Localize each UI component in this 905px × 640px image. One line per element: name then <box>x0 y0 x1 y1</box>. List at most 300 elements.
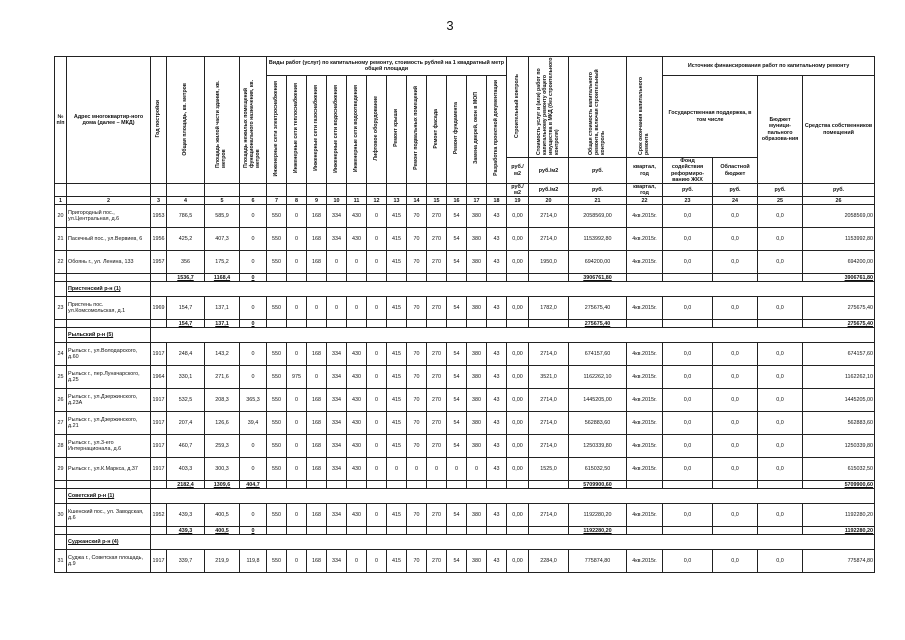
subtotal-total-cost: 1192280,20 <box>569 527 627 535</box>
sum-empty-cell <box>487 320 507 328</box>
data-cell: 0,0 <box>663 435 713 458</box>
column-index: 20 <box>529 197 569 205</box>
data-cell: 70 <box>407 412 427 435</box>
unit-owners: руб. <box>803 184 875 197</box>
sum-empty-cell <box>507 481 529 489</box>
data-cell: 430 <box>347 504 367 527</box>
work-header-3: Инженерные сети водоснабжения <box>332 84 339 173</box>
column-index: 13 <box>387 197 407 205</box>
data-cell: 0,0 <box>713 205 758 228</box>
data-cell: 70 <box>407 251 427 274</box>
data-cell: 168 <box>307 504 327 527</box>
data-cell: 0,00 <box>507 343 529 366</box>
data-cell: 0 <box>327 297 347 320</box>
address-cell: Суджа г., Советская площадь, д.9 <box>67 550 151 573</box>
sum-empty-cell <box>758 274 803 282</box>
col-total-cost-header: Общая стоимость капитального ремонта, включая строительный контроль <box>587 69 606 155</box>
unit-cost_m2: руб./м2 <box>529 184 569 197</box>
subtotal-total-cost: 3906761,80 <box>569 274 627 282</box>
col-address-header: Адрес многоквартир-ного дома (далее – МКД) <box>67 57 151 184</box>
subtotal-owners: 3906761,80 <box>803 274 875 282</box>
sum-empty-cell <box>151 274 167 282</box>
owners-header: Средства собственников помещений <box>803 76 875 184</box>
data-cell: 0 <box>347 550 367 573</box>
column-index: 26 <box>803 197 875 205</box>
data-cell: 43 <box>487 389 507 412</box>
sum-empty-cell <box>529 481 569 489</box>
units-empty-cell <box>447 184 467 197</box>
sum-empty-cell <box>758 527 803 535</box>
unit-fund: руб. <box>663 184 713 197</box>
data-cell: 43 <box>487 550 507 573</box>
data-cell: 430 <box>347 435 367 458</box>
data-cell: 270 <box>427 205 447 228</box>
data-cell: 550 <box>267 458 287 481</box>
data-cell: 270 <box>427 412 447 435</box>
sum-empty-cell <box>151 320 167 328</box>
data-cell: 0,0 <box>663 205 713 228</box>
address-cell: Пасечный пос., ул.Вервиев, 6 <box>67 228 151 251</box>
data-cell: 70 <box>407 228 427 251</box>
data-cell: 270 <box>427 504 447 527</box>
row-number: 28 <box>55 435 67 458</box>
sum-empty-cell <box>507 320 529 328</box>
sum-empty-cell <box>367 527 387 535</box>
data-cell: 0,0 <box>713 458 758 481</box>
data-cell: 1956 <box>151 228 167 251</box>
sum-empty-cell <box>407 274 427 282</box>
data-cell: 2284,0 <box>529 550 569 573</box>
sum-empty-cell <box>407 527 427 535</box>
data-cell: 137,1 <box>205 297 240 320</box>
page-number: 3 <box>446 18 454 33</box>
data-cell: 0,0 <box>663 550 713 573</box>
data-cell: 334 <box>327 458 347 481</box>
sk-unit: руб./м2 <box>507 158 529 184</box>
data-cell: 0 <box>287 251 307 274</box>
data-cell: 334 <box>327 504 347 527</box>
table-row <box>55 205 875 228</box>
column-index: 16 <box>447 197 467 205</box>
work-header-6: Ремонт крыши <box>392 109 399 148</box>
data-cell: 54 <box>447 412 467 435</box>
data-cell: 70 <box>407 550 427 573</box>
data-cell: 39,4 <box>240 412 267 435</box>
data-cell: 4кв.2015г. <box>627 550 663 573</box>
data-cell: 415 <box>387 504 407 527</box>
data-cell: 0 <box>367 228 387 251</box>
data-cell: 550 <box>267 435 287 458</box>
data-cell: 54 <box>447 205 467 228</box>
district-empty-cell <box>151 535 875 550</box>
column-index: 25 <box>758 197 803 205</box>
district-row <box>55 282 875 297</box>
sum-empty-cell <box>427 274 447 282</box>
sum-empty-cell <box>307 320 327 328</box>
data-cell: 425,2 <box>167 228 205 251</box>
column-index: 1 <box>55 197 67 205</box>
data-cell: 439,3 <box>167 504 205 527</box>
data-cell: 43 <box>487 251 507 274</box>
data-cell: 1917 <box>151 458 167 481</box>
data-cell: 1445205,00 <box>803 389 875 412</box>
data-cell: 674157,60 <box>569 343 627 366</box>
sum-empty-cell <box>307 481 327 489</box>
data-cell: 119,8 <box>240 550 267 573</box>
data-cell: 270 <box>427 550 447 573</box>
data-cell: 334 <box>327 389 347 412</box>
data-cell: 334 <box>327 343 347 366</box>
data-cell: 0,0 <box>758 297 803 320</box>
data-cell: 4кв.2015г. <box>627 504 663 527</box>
sum-empty-cell <box>387 481 407 489</box>
unit-total: руб. <box>569 184 627 197</box>
column-index: 19 <box>507 197 529 205</box>
sum-empty-cell <box>663 274 713 282</box>
data-cell: 1964 <box>151 366 167 389</box>
data-cell: 356 <box>167 251 205 274</box>
data-cell: 0,0 <box>663 412 713 435</box>
data-cell: 270 <box>427 228 447 251</box>
data-cell: 208,3 <box>205 389 240 412</box>
data-cell: 43 <box>487 435 507 458</box>
data-cell: 550 <box>267 343 287 366</box>
data-cell: 0 <box>240 458 267 481</box>
col-sk-header: Строительный контроль <box>513 74 520 138</box>
sum-empty-cell <box>529 527 569 535</box>
units-empty-cell <box>347 184 367 197</box>
data-cell: 430 <box>347 412 367 435</box>
data-cell: 54 <box>447 550 467 573</box>
data-cell: 0,0 <box>663 251 713 274</box>
data-cell: 380 <box>467 205 487 228</box>
data-cell: 70 <box>407 389 427 412</box>
column-index: 9 <box>307 197 327 205</box>
district-empty-cell <box>55 489 67 504</box>
row-number: 24 <box>55 343 67 366</box>
subtotal-area: 1536,7 <box>167 274 205 282</box>
data-cell: 0,0 <box>758 435 803 458</box>
unit-regional: руб. <box>713 184 758 197</box>
data-cell: 207,4 <box>167 412 205 435</box>
data-cell: 1953 <box>151 205 167 228</box>
sum-empty-cell <box>67 274 151 282</box>
data-cell: 4кв.2015г. <box>627 366 663 389</box>
data-cell: 415 <box>387 205 407 228</box>
column-index: 14 <box>407 197 427 205</box>
district-empty-cell <box>55 328 67 343</box>
data-cell: 0 <box>327 251 347 274</box>
data-cell: 430 <box>347 228 367 251</box>
subtotal-row <box>55 274 875 282</box>
data-cell: 168 <box>307 389 327 412</box>
data-cell: 415 <box>387 343 407 366</box>
data-cell: 0 <box>347 297 367 320</box>
table-row <box>55 412 875 435</box>
subtotal-living: 137,1 <box>205 320 240 328</box>
data-cell: 0 <box>307 366 327 389</box>
data-cell: 0,0 <box>713 389 758 412</box>
data-cell: 1192280,20 <box>803 504 875 527</box>
data-cell: 0 <box>287 458 307 481</box>
data-cell: 4кв.2015г. <box>627 205 663 228</box>
units-empty-cell <box>240 184 267 197</box>
table-row <box>55 504 875 527</box>
data-cell: 70 <box>407 435 427 458</box>
data-cell: 694200,00 <box>803 251 875 274</box>
data-cell: 403,3 <box>167 458 205 481</box>
sum-empty-cell <box>327 320 347 328</box>
address-cell: Рыльск г., ул.Володарского, д.60 <box>67 343 151 366</box>
sum-empty-cell <box>327 481 347 489</box>
data-cell: 0 <box>347 251 367 274</box>
capital-repair-register-table <box>54 56 875 573</box>
data-cell: 168 <box>307 343 327 366</box>
row-number: 26 <box>55 389 67 412</box>
data-cell: 0,0 <box>663 343 713 366</box>
column-index: 23 <box>663 197 713 205</box>
data-cell: 0,00 <box>507 435 529 458</box>
data-cell: 775874,80 <box>569 550 627 573</box>
sum-empty-cell <box>387 320 407 328</box>
subtotal-row <box>55 481 875 489</box>
units-empty-cell <box>387 184 407 197</box>
units-empty-cell <box>67 184 151 197</box>
data-cell: 70 <box>407 205 427 228</box>
sum-empty-cell <box>407 320 427 328</box>
sum-empty-cell <box>427 320 447 328</box>
total-unit: руб. <box>569 158 627 184</box>
table-row <box>55 366 875 389</box>
data-cell: 0,00 <box>507 251 529 274</box>
row-number: 22 <box>55 251 67 274</box>
data-cell: 0 <box>287 504 307 527</box>
data-cell: 0,0 <box>713 228 758 251</box>
sum-empty-cell <box>327 527 347 535</box>
data-cell: 2714,0 <box>529 228 569 251</box>
data-cell: 168 <box>307 412 327 435</box>
data-cell: 415 <box>387 389 407 412</box>
data-cell: 219,9 <box>205 550 240 573</box>
data-cell: 168 <box>307 435 327 458</box>
col-deadline-header: Срок окончания капитального ремонта <box>637 76 650 155</box>
data-cell: 430 <box>347 205 367 228</box>
table-row <box>55 228 875 251</box>
data-cell: 1525,0 <box>529 458 569 481</box>
district-row <box>55 535 875 550</box>
sum-empty-cell <box>347 274 367 282</box>
sum-empty-cell <box>529 320 569 328</box>
data-cell: 550 <box>267 412 287 435</box>
work-header-5: Лифтовое оборудование <box>372 96 379 161</box>
sum-empty-cell <box>627 481 663 489</box>
data-cell: 54 <box>447 228 467 251</box>
data-cell: 2714,0 <box>529 389 569 412</box>
sum-empty-cell <box>427 481 447 489</box>
data-cell: 270 <box>427 435 447 458</box>
data-cell: 334 <box>327 412 347 435</box>
row-number: 31 <box>55 550 67 573</box>
data-cell: 562883,60 <box>803 412 875 435</box>
sum-empty-cell <box>758 481 803 489</box>
column-index: 17 <box>467 197 487 205</box>
data-cell: 415 <box>387 435 407 458</box>
column-index: 11 <box>347 197 367 205</box>
sum-empty-cell <box>287 481 307 489</box>
sum-empty-cell <box>713 481 758 489</box>
subtotal-owners: 275675,40 <box>803 320 875 328</box>
units-empty-cell <box>487 184 507 197</box>
district-label: Пристенский р-н (1) <box>67 282 151 297</box>
data-cell: 2714,0 <box>529 504 569 527</box>
data-cell: 0 <box>367 435 387 458</box>
subtotal-total-cost: 275675,40 <box>569 320 627 328</box>
data-cell: 415 <box>387 297 407 320</box>
data-cell: 0,00 <box>507 297 529 320</box>
district-label: Суджанский р-н (4) <box>67 535 151 550</box>
subtotal-nonliving: 0 <box>240 320 267 328</box>
data-cell: 43 <box>487 366 507 389</box>
table-row <box>55 435 875 458</box>
data-cell: 0 <box>287 343 307 366</box>
column-index: 8 <box>287 197 307 205</box>
sum-empty-cell <box>447 481 467 489</box>
data-cell: 1153992,80 <box>569 228 627 251</box>
data-cell: 4кв.2015г. <box>627 389 663 412</box>
subtotal-nonliving: 0 <box>240 527 267 535</box>
data-cell: 380 <box>467 504 487 527</box>
data-cell: 775874,80 <box>803 550 875 573</box>
data-cell: 0,0 <box>758 228 803 251</box>
units-row <box>55 184 875 197</box>
data-cell: 0,0 <box>713 550 758 573</box>
data-cell: 0 <box>240 205 267 228</box>
data-cell: 300,3 <box>205 458 240 481</box>
district-row <box>55 328 875 343</box>
column-index: 15 <box>427 197 447 205</box>
column-index: 12 <box>367 197 387 205</box>
data-cell: 2714,0 <box>529 435 569 458</box>
data-cell: 330,1 <box>167 366 205 389</box>
data-cell: 460,7 <box>167 435 205 458</box>
address-cell: Обоянь г., ул. Ленина, 133 <box>67 251 151 274</box>
sum-empty-cell <box>347 481 367 489</box>
units-empty-cell <box>287 184 307 197</box>
sum-empty-cell <box>267 274 287 282</box>
sum-empty-cell <box>347 527 367 535</box>
data-cell: 271,6 <box>205 366 240 389</box>
data-cell: 0,0 <box>758 504 803 527</box>
sum-empty-cell <box>507 274 529 282</box>
sum-empty-cell <box>67 527 151 535</box>
sum-empty-cell <box>713 274 758 282</box>
data-cell: 259,3 <box>205 435 240 458</box>
data-cell: 0,0 <box>758 205 803 228</box>
table-row <box>55 343 875 366</box>
district-empty-cell <box>55 282 67 297</box>
subtotal-area: 2182,4 <box>167 481 205 489</box>
data-cell: 550 <box>267 366 287 389</box>
table-row <box>55 389 875 412</box>
sum-empty-cell <box>367 481 387 489</box>
data-cell: 168 <box>307 458 327 481</box>
data-cell: 275675,40 <box>803 297 875 320</box>
district-label: Рыльский р-н (5) <box>67 328 151 343</box>
address-cell: Пристень пос. ул.Комсомольская, д.1 <box>67 297 151 320</box>
subtotal-living: 400,5 <box>205 527 240 535</box>
data-cell: 380 <box>467 251 487 274</box>
data-cell: 1917 <box>151 343 167 366</box>
data-cell: 400,5 <box>205 504 240 527</box>
fund-header: Фонд содействия реформиро-ванию ЖКХ <box>663 158 713 184</box>
table-row <box>55 251 875 274</box>
sum-empty-cell <box>55 527 67 535</box>
data-cell: 0 <box>240 366 267 389</box>
address-cell: Рыльск г., пер.Луначарского, д.25 <box>67 366 151 389</box>
sum-empty-cell <box>663 527 713 535</box>
data-cell: 430 <box>347 366 367 389</box>
data-cell: 0 <box>307 297 327 320</box>
data-cell: 0,00 <box>507 205 529 228</box>
sum-empty-cell <box>151 527 167 535</box>
data-cell: 0,0 <box>758 458 803 481</box>
works-group-header: Виды работ (услуг) по капитальному ремонту, стоимость рублей на 1 квадратный метр общей площади <box>267 57 507 76</box>
district-label: Советский р-н (1) <box>67 489 151 504</box>
data-cell: 0,0 <box>663 504 713 527</box>
data-cell: 0 <box>287 205 307 228</box>
data-cell: 2058569,00 <box>803 205 875 228</box>
sum-empty-cell <box>387 274 407 282</box>
data-cell: 0,00 <box>507 412 529 435</box>
data-cell: 1917 <box>151 435 167 458</box>
units-empty-cell <box>151 184 167 197</box>
column-index: 10 <box>327 197 347 205</box>
data-cell: 1250339,80 <box>569 435 627 458</box>
data-cell: 0 <box>367 366 387 389</box>
data-cell: 334 <box>327 550 347 573</box>
data-cell: 143,2 <box>205 343 240 366</box>
sum-empty-cell <box>627 527 663 535</box>
sum-empty-cell <box>467 320 487 328</box>
address-cell: Кшенский пос., ул. Заводская, д.6 <box>67 504 151 527</box>
data-cell: 786,5 <box>167 205 205 228</box>
data-cell: 365,3 <box>240 389 267 412</box>
sum-empty-cell <box>467 274 487 282</box>
col-cost-per-m2-header: Стоимость услуг и (или) работ по капитальному ремонту общего имущества в МКД (без строительного контроля) <box>535 57 560 155</box>
sum-empty-cell <box>627 274 663 282</box>
work-header-1: Инженерные сети теплоснабжения <box>292 83 299 174</box>
data-cell: 126,6 <box>205 412 240 435</box>
data-cell: 415 <box>387 228 407 251</box>
district-empty-cell <box>151 282 875 297</box>
col-total-area-header: Общая площадь, кв. метров <box>181 82 188 156</box>
data-cell: 43 <box>487 458 507 481</box>
sum-empty-cell <box>713 320 758 328</box>
data-cell: 54 <box>447 504 467 527</box>
sum-empty-cell <box>307 274 327 282</box>
data-cell: 0 <box>287 550 307 573</box>
sum-empty-cell <box>307 527 327 535</box>
data-cell: 154,7 <box>167 297 205 320</box>
data-cell: 1250339,80 <box>803 435 875 458</box>
sum-empty-cell <box>287 320 307 328</box>
address-cell: Рыльск г., ул.Дзержинского, д.21 <box>67 412 151 435</box>
units-empty-cell <box>307 184 327 197</box>
data-cell: 4кв.2015г. <box>627 228 663 251</box>
data-cell: 334 <box>327 366 347 389</box>
data-cell: 550 <box>267 228 287 251</box>
sum-empty-cell <box>267 320 287 328</box>
